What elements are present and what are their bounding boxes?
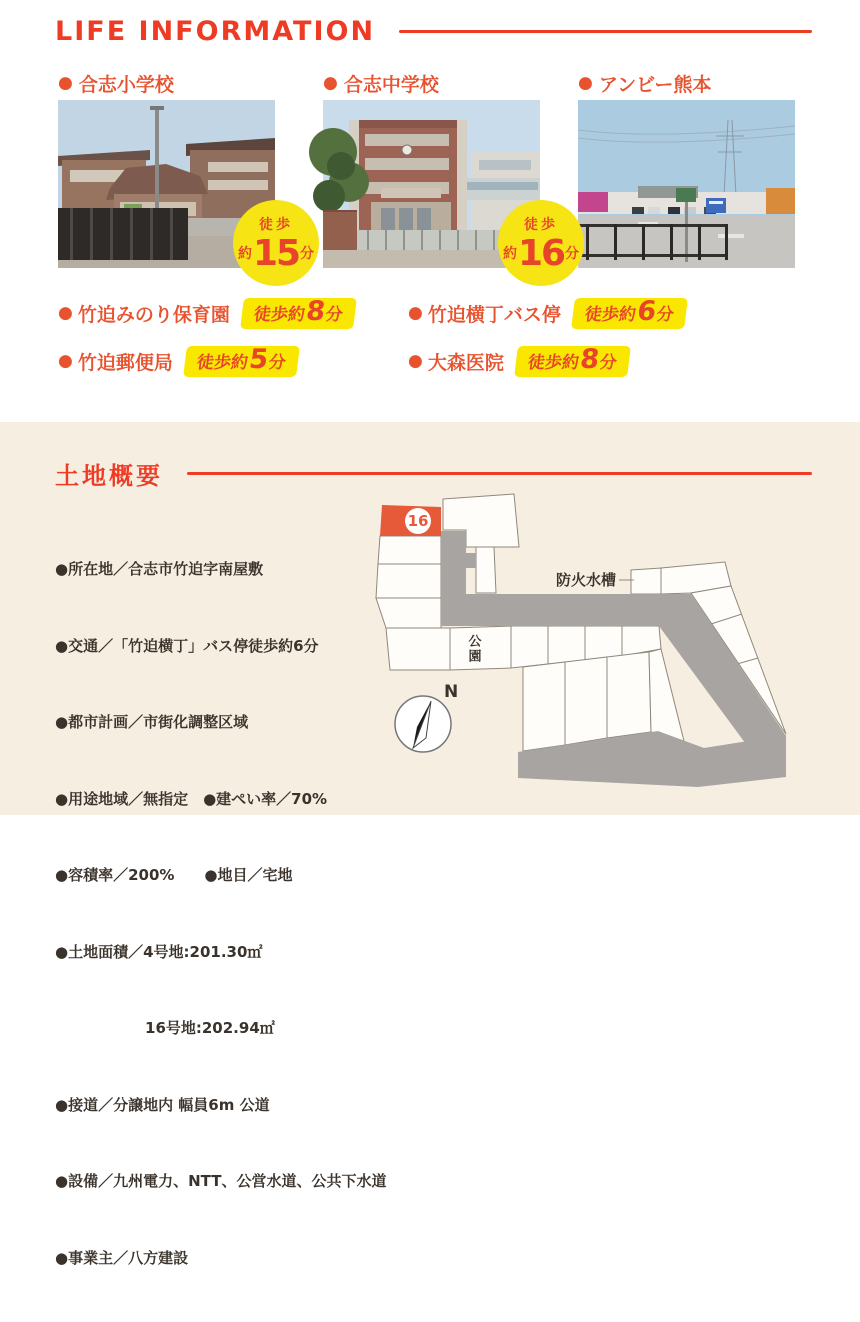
land-overview-title: 土地概要 (55, 462, 163, 490)
photo-label-text: 合志小学校 (78, 73, 174, 96)
land-details (55, 506, 386, 1322)
land-overview-section (0, 422, 860, 1267)
fire-tank-lot (631, 568, 661, 594)
facility-post-office (58, 344, 408, 378)
bullet-icon: ● (578, 72, 593, 93)
photo-group-elementary-school (58, 70, 315, 274)
about-label: 約 (237, 246, 252, 262)
minutes-unit: 分 (565, 246, 580, 262)
park-label: 公園 (465, 634, 481, 664)
park-lot (450, 626, 511, 670)
facility-bus-stop (408, 296, 818, 330)
facility-name: 竹迫みのり保育園 (77, 303, 230, 326)
site-map (368, 486, 858, 815)
compass (395, 682, 458, 752)
life-information-title: LIFE INFORMATION (55, 16, 376, 47)
walk-time-tag: 徒歩約 6 分 (571, 298, 688, 329)
detail-land-area-lot16: 16号地:202.94㎡ (55, 1019, 275, 1037)
north-label: N (444, 682, 459, 702)
detail-zoning-coverage: ●用途地域／無指定 ●建ぺい率／70% (55, 789, 328, 808)
photo-frame (323, 100, 580, 274)
photo-label-ambii-kumamoto (578, 70, 795, 96)
detail-city-planning: ●都市計画／市街化調整区域 (55, 713, 249, 731)
photo-group-junior-high-school (323, 70, 580, 274)
photo-frame (58, 100, 315, 274)
facilities-list (58, 296, 818, 378)
detail-location: ●所在地／合志市竹迫字南屋敷 (55, 560, 264, 578)
life-information-header (55, 16, 812, 47)
detail-road-access: ●接道／分譲地内 幅員6m 公道 (55, 1095, 270, 1114)
photo-frame (578, 100, 795, 268)
walk-time-badge (498, 200, 584, 286)
bullet-icon: ● (408, 350, 423, 371)
detail-transport: ●交通／「竹迫横丁」バス停徒歩約6分 (55, 636, 319, 655)
photo-label-text: アンビー熊本 (598, 73, 712, 96)
detail-developer: ●事業主／八方建設 (55, 1248, 189, 1267)
title-rule (399, 30, 812, 33)
photo-label-junior-high-school (323, 70, 540, 96)
minutes-unit: 分 (300, 246, 315, 262)
walk-time-tag: 徒歩約 5 分 (183, 346, 300, 377)
minutes-value: 16 (517, 233, 565, 274)
photo-ambii-kumamoto (578, 100, 795, 268)
bullet-icon: ● (323, 72, 338, 93)
bullet-icon: ● (58, 302, 73, 323)
facility-clinic (408, 344, 818, 378)
title-rule (187, 472, 812, 475)
facility-name: 大森医院 (427, 351, 504, 374)
bullet-icon: ● (408, 302, 423, 323)
detail-land-area-lot4: ●土地面積／4号地:201.30㎡ (55, 942, 263, 961)
walk-time-badge (233, 200, 319, 286)
bullet-icon: ● (58, 72, 73, 93)
walk-label: 徒歩 (259, 217, 293, 233)
walk-label: 徒歩 (524, 217, 558, 233)
bullet-icon: ● (58, 350, 73, 371)
detail-floor-ratio-category: ●容積率／200% ●地目／宅地 (55, 866, 293, 884)
photo-label-text: 合志中学校 (343, 73, 439, 96)
facility-nursery (58, 296, 408, 330)
about-label: 約 (502, 246, 517, 262)
fire-tank-label: 防火水槽 (555, 571, 616, 589)
photo-group-ambii-kumamoto (578, 70, 795, 268)
lot-16-number: 16 (407, 512, 429, 530)
photo-label-elementary-school (58, 70, 275, 96)
facility-name: 竹迫横丁バス停 (427, 303, 561, 326)
photo-illustration (578, 100, 795, 268)
minutes-value: 15 (252, 233, 300, 274)
facility-name: 竹迫郵便局 (77, 351, 173, 374)
walk-time-tag: 徒歩約 8 分 (240, 298, 357, 329)
walk-time-tag: 徒歩約 8 分 (514, 346, 631, 377)
detail-utilities: ●設備／九州電力、NTT、公営水道、公共下水道 (55, 1172, 387, 1190)
